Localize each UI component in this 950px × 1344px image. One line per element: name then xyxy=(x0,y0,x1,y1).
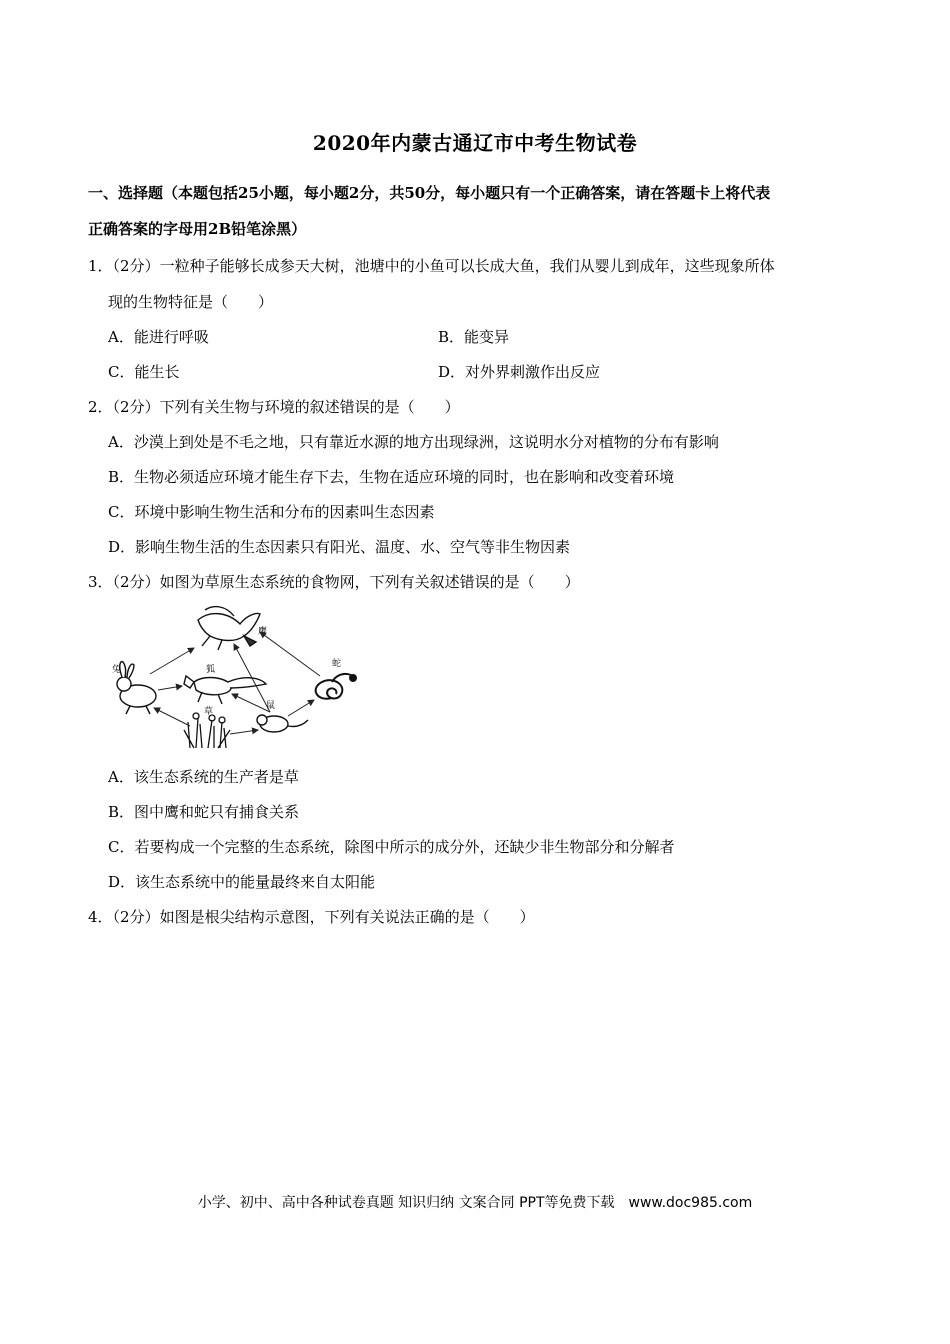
q1-stem-line1: 1．（2分）一粒种子能够长成参天大树，池塘中的小鱼可以长成大鱼，我们从婴儿到成年，这些现象所体 xyxy=(88,257,775,275)
q2-option-d: D．影响生物生活的生态因素只有阳光、温度、水、空气等非生物因素 xyxy=(108,538,571,556)
q1-option-d: D．对外界刺激作出反应 xyxy=(438,363,601,381)
q1-option-b: B．能变异 xyxy=(438,328,510,346)
q1-option-c: C．能生长 xyxy=(108,363,180,381)
snake-icon xyxy=(316,674,356,699)
label-fox: 狐 xyxy=(206,665,216,675)
arrow-snake-eagle xyxy=(260,632,320,676)
rabbit-icon xyxy=(117,662,156,714)
q3-option-c: C．若要构成一个完整的生态系统，除图中所示的成分外，还缺少非生物部分和分解者 xyxy=(108,838,675,856)
q3-option-a: A．该生态系统的生产者是草 xyxy=(108,768,299,786)
q3-option-b: B．图中鹰和蛇只有捕食关系 xyxy=(108,803,300,821)
label-snake: 蛇 xyxy=(332,659,342,669)
label-grass: 草 xyxy=(204,707,214,717)
q2-option-b: B．生物必须适应环境才能生存下去，生物在适应环境的同时，也在影响和改变着环境 xyxy=(108,468,675,486)
arrow-grass-rabbit xyxy=(154,708,190,726)
arrow-grass-mouse xyxy=(230,730,258,734)
food-web-figure xyxy=(110,602,365,750)
q1-stem-line2: 现的生物特征是（ ） xyxy=(108,293,274,311)
arrow-rabbit-fox xyxy=(158,686,182,690)
q1-option-a: A．能进行呼吸 xyxy=(108,328,209,346)
mouse-icon xyxy=(257,715,308,732)
label-mouse: 鼠 xyxy=(266,701,276,711)
arrow-mouse-fox xyxy=(232,694,270,712)
label-rabbit: 兔 xyxy=(112,665,122,675)
q4-stem: 4．（2分）如图是根尖结构示意图，下列有关说法正确的是（ ） xyxy=(88,908,535,926)
label-eagle: 鹰 xyxy=(258,627,268,637)
page-footer: 小学、初中、高中各种试卷真题 知识归纳 文案合同 PPT等免费下载 www.doc985.com xyxy=(197,1195,753,1211)
q2-option-c: C．环境中影响生物生活和分布的因素叫生态因素 xyxy=(108,503,435,521)
q3-option-d: D．该生态系统中的能量最终来自太阳能 xyxy=(108,873,376,891)
arrow-rabbit-eagle xyxy=(150,648,194,674)
section-heading-line1: 一、选择题（本题包括25小题，每小题2分，共50分，每小题只有一个正确答案，请在答题卡上将代表 xyxy=(88,184,771,202)
section-heading-line2: 正确答案的字母用2B铅笔涂黑） xyxy=(88,220,307,238)
q2-option-a: A．沙漠上到处是不毛之地，只有靠近水源的地方出现绿洲，这说明水分对植物的分布有影响 xyxy=(108,433,719,451)
page-title: 2020年内蒙古通辽市中考生物试卷 xyxy=(312,131,638,155)
arrow-mouse-snake xyxy=(288,700,314,716)
q2-stem: 2．（2分）下列有关生物与环境的叙述错误的是（ ） xyxy=(88,398,460,416)
eagle-icon xyxy=(198,607,260,650)
q3-stem: 3．（2分）如图为草原生态系统的食物网，下列有关叙述错误的是（ ） xyxy=(88,573,580,591)
grass-icon xyxy=(184,713,230,748)
